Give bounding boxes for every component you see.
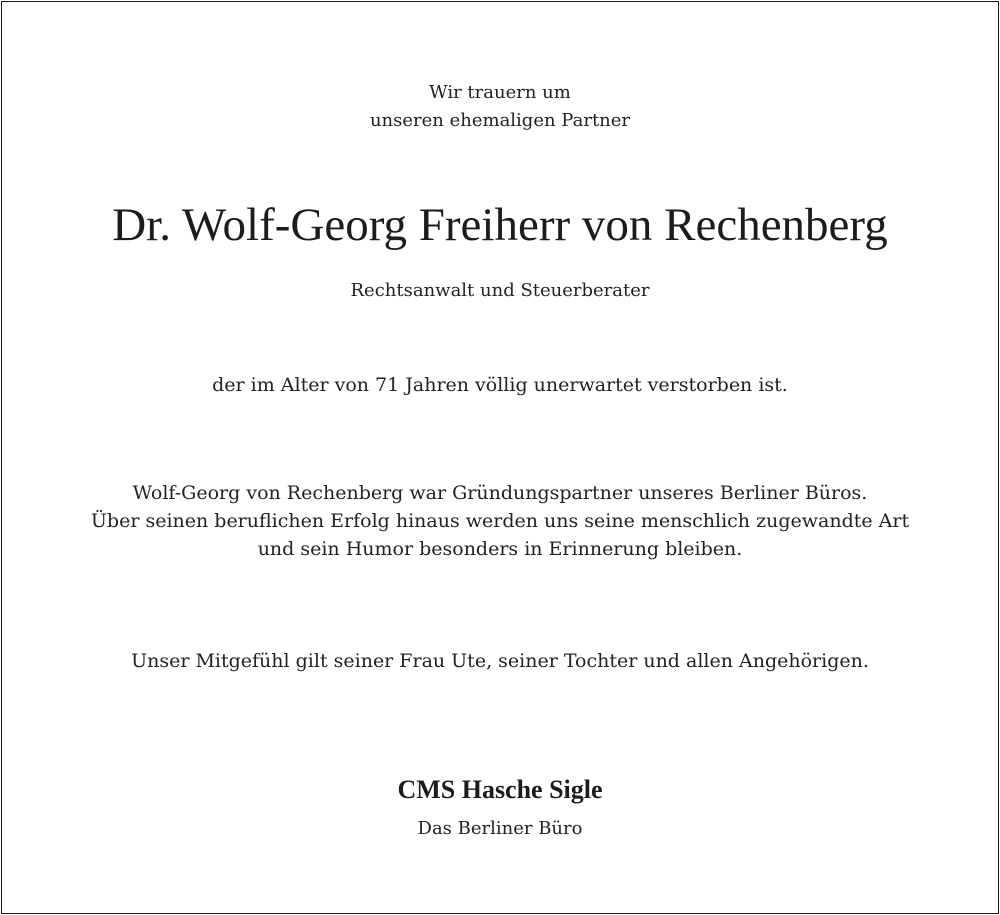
condolence: Unser Mitgefühl gilt seiner Frau Ute, seiner Tochter und allen Angehörigen. — [131, 650, 869, 672]
tribute-line-2: Über seinen beruflichen Erfolg hinaus werden uns seine menschlich zugewandte Art — [90, 510, 910, 532]
firm-office: Das Berliner Büro — [417, 818, 583, 839]
deceased-name: Dr. Wolf-Georg Freiherr von Rechenberg — [112, 199, 888, 251]
tribute-line-3: und sein Humor besonders in Erinnerung bleiben. — [257, 538, 743, 560]
intro-line-2: unseren ehemaligen Partner — [369, 110, 631, 131]
tribute-line-1: Wolf-Georg von Rechenberg war Gründungspartner unseres Berliner Büros. — [132, 482, 868, 504]
firm-name: CMS Hasche Sigle — [397, 775, 603, 804]
intro-line-1: Wir trauern um — [429, 82, 571, 103]
profession: Rechtsanwalt und Steuerberater — [350, 280, 650, 301]
death-statement: der im Alter von 71 Jahren völlig unerwartet verstorben ist. — [212, 374, 788, 396]
